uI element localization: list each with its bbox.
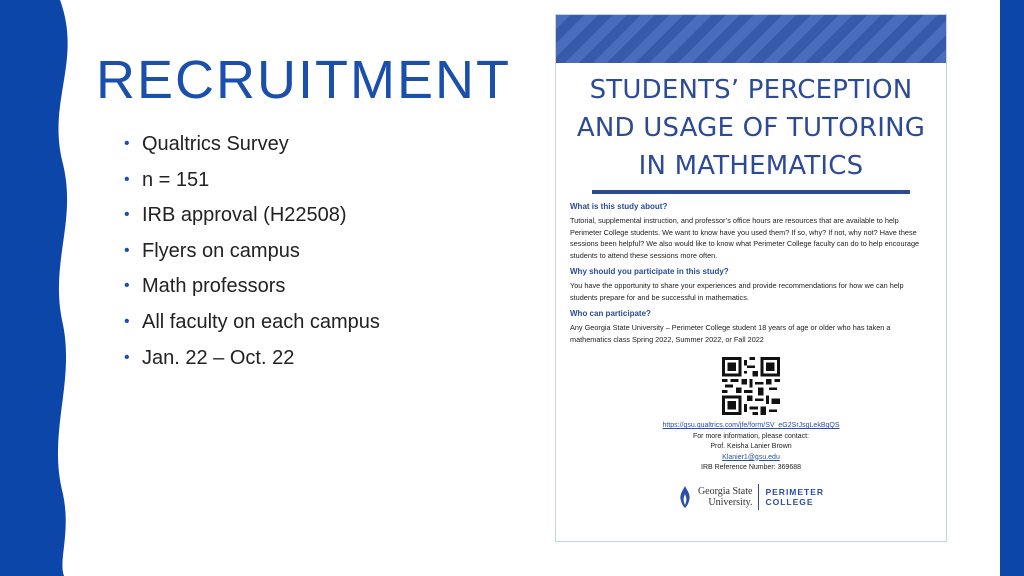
bullet-item: • Jan. 22 – Oct. 22 [124,342,380,378]
decorative-wave-border [0,0,80,576]
bullet-item: • Flyers on campus [124,235,380,271]
bullet-item: • n = 151 [124,164,380,200]
more-info-text: For more information, please contact: [693,432,809,440]
flame-logo-icon [678,486,692,508]
flyer-header-band [556,15,946,63]
survey-link: https://gsu.qualtrics.com/jfe/form/SV_eG2SrJsgLekBgQS [662,422,840,429]
perimeter-logo-text [765,487,824,507]
university-logos [556,484,946,510]
flyer-answer: You have the opportunity to share your experiences and provide recommendations for how we can help students prepare for and be successful in mathematics. [570,281,904,302]
bullet-list [124,128,380,377]
contact-email: Klanier1@gsu.edu [722,453,780,461]
qr-code-icon [722,357,780,415]
gsu-logo-text [698,486,753,508]
recruitment-flyer-image [555,14,947,542]
perimeter-logo-line: PERIMETER [765,486,825,497]
flyer-title-line: STUDENTS’ PERCEPTION [589,75,913,105]
flyer-contact [556,421,946,474]
flyer-answer: Tutorial, supplemental instruction, and professor’s office hours are resources that are available to help Perimeter College students. We want to know have you used them? If so, why? If not, why not? Have these sessions been helpful? We also would like to know what Perimeter College faculty can do to help encourage students to attend these sessions more often. [570,216,920,260]
bullet-item: • Math professors [124,270,380,306]
flyer-answer: Any Georgia State University – Perimeter College student 18 years of age or older who has taken a mathematics class Spring 2022, Summer 2022, or Fall 2022 [570,323,891,344]
flyer-title-line: IN MATHEMATICS [638,151,864,181]
perimeter-logo-line: COLLEGE [765,496,814,507]
bullet-item: • IRB approval (H22508) [124,199,380,235]
slide-title: RECRUITMENT [96,50,511,110]
logo-divider [758,484,759,510]
flyer-question: Who can participate? [570,309,651,318]
flyer-question: Why should you participate in this study? [570,267,729,276]
flyer-title-line: AND USAGE OF TUTORING [576,113,926,143]
flyer-title-rule [592,190,910,194]
flyer-question: What is this study about? [570,202,668,211]
bullet-item: • All faculty on each campus [124,306,380,342]
gsu-logo-line: University. [708,496,753,508]
bullet-item: • Qualtrics Survey [124,128,380,164]
decorative-right-bar [1000,0,1024,576]
flyer-title [556,71,946,185]
gsu-logo-line: Georgia State [697,485,753,497]
irb-reference: IRB Reference Number: 369688 [701,464,801,471]
contact-name: Prof. Keisha Lanier Brown [710,443,792,450]
